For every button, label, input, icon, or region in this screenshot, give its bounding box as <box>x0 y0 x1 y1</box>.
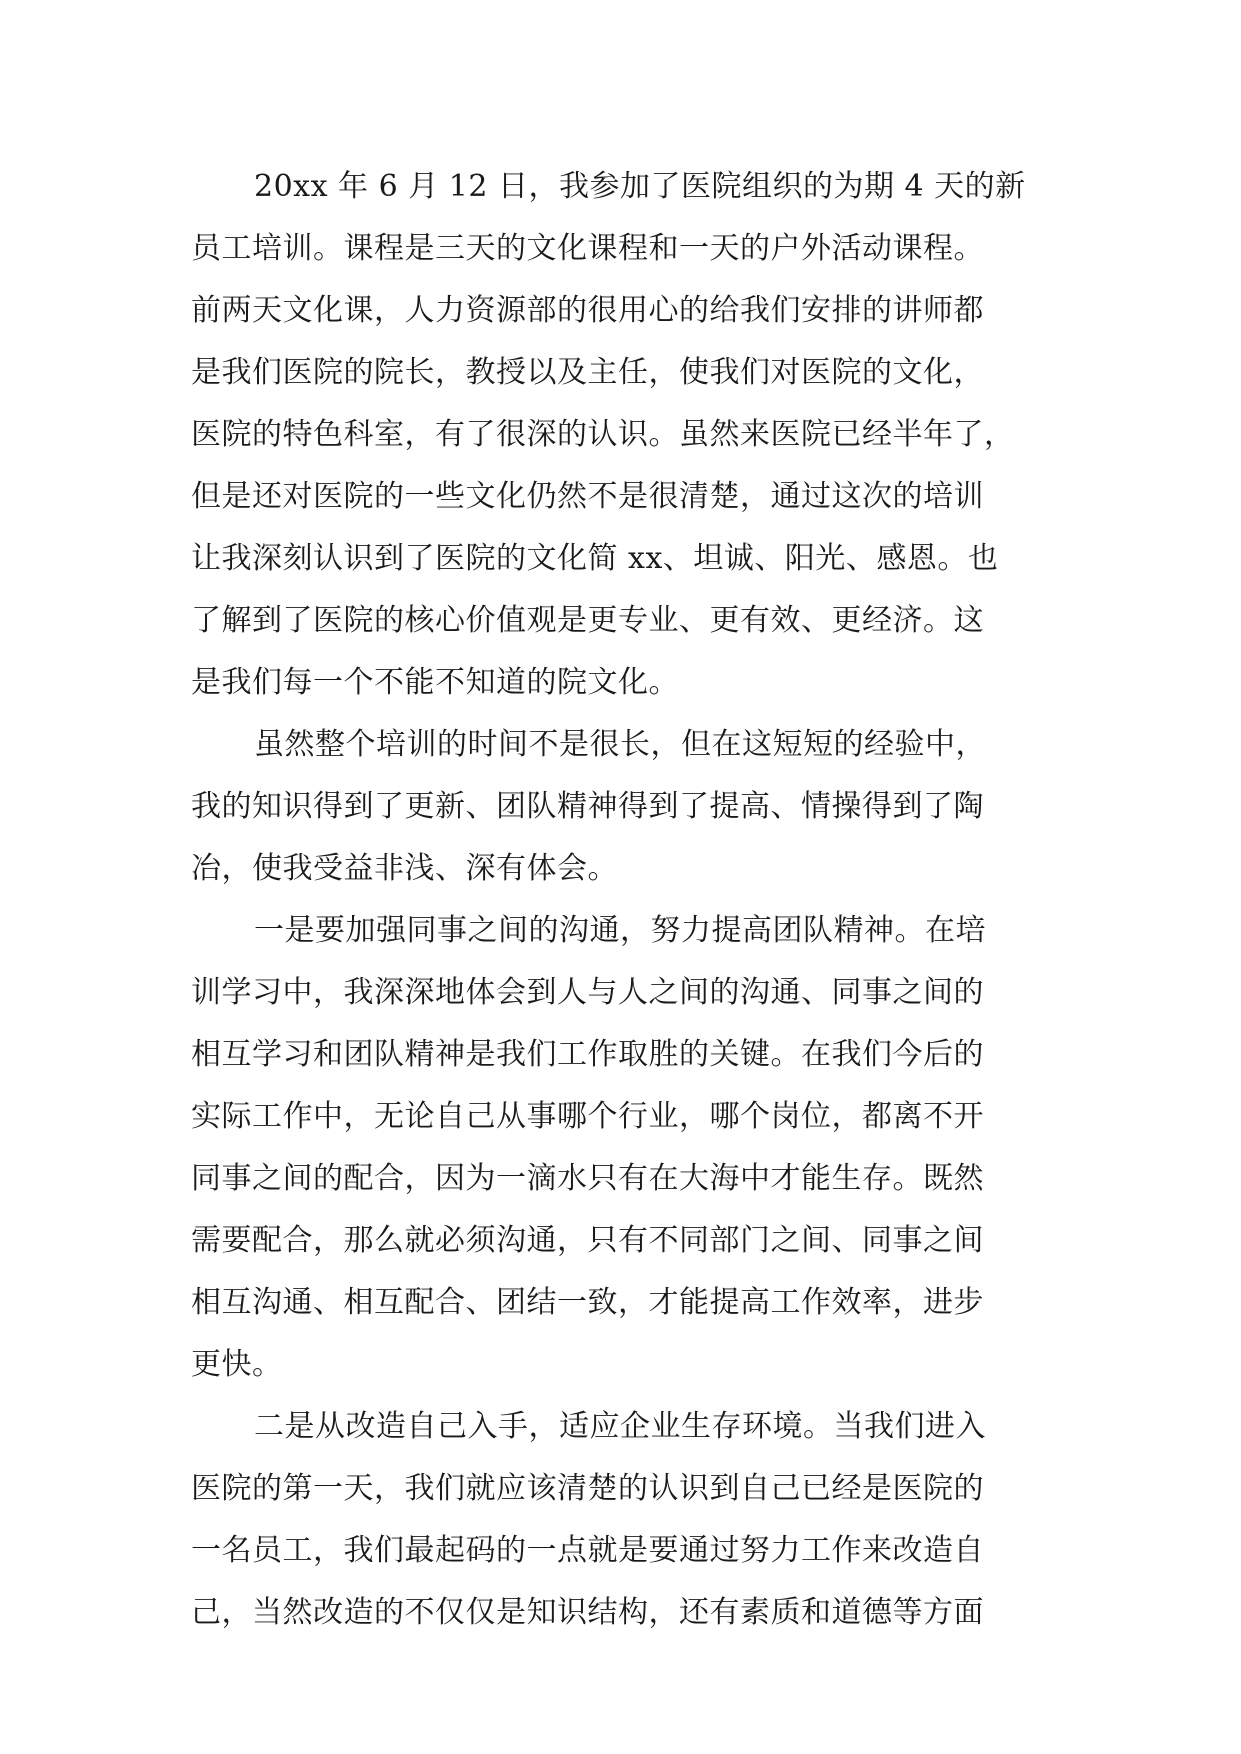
paragraph-training-benefits <box>191 714 1051 900</box>
text-line: 但是还对医院的一些文化仍然不是很清楚，通过这次的培训 <box>191 479 984 514</box>
text-line: 更快。 <box>191 1347 283 1382</box>
text-line: 相互沟通、相互配合、团结一致，才能提高工作效率，进步 <box>191 1285 984 1320</box>
text-line: 需要配合，那么就必须沟通，只有不同部门之间、同事之间 <box>191 1223 984 1258</box>
text-line: 员工培训。课程是三天的文化课程和一天的户外活动课程。 <box>191 231 984 266</box>
text-line: 是我们每一个不能不知道的院文化。 <box>191 665 679 700</box>
text-line: 医院的第一天，我们就应该清楚的认识到自己已经是医院的 <box>191 1471 984 1506</box>
text-line: 让我深刻认识到了医院的文化简 xx、坦诚、阳光、感恩。也 <box>191 541 999 576</box>
text-line: 一名员工，我们最起码的一点就是要通过努力工作来改造自 <box>191 1533 984 1568</box>
text-line: 前两天文化课，人力资源部的很用心的给我们安排的讲师都 <box>191 293 984 328</box>
text-line: 20xx 年 6 月 12 日，我参加了医院组织的为期 4 天的新 <box>254 169 1026 204</box>
paragraph-training-overview <box>191 156 1051 714</box>
text-line: 了解到了医院的核心价值观是更专业、更有效、更经济。这 <box>191 603 984 638</box>
text-line: 一是要加强同事之间的沟通，努力提高团队精神。在培 <box>254 913 986 948</box>
document-body <box>191 156 1051 1644</box>
text-line: 我的知识得到了更新、团队精神得到了提高、情操得到了陶 <box>191 789 984 824</box>
paragraph-point-two <box>191 1396 1051 1644</box>
text-line: 同事之间的配合，因为一滴水只有在大海中才能生存。既然 <box>191 1161 984 1196</box>
text-line: 虽然整个培训的时间不是很长，但在这短短的经验中， <box>254 727 986 762</box>
paragraph-point-one <box>191 900 1051 1396</box>
text-line: 相互学习和团队精神是我们工作取胜的关键。在我们今后的 <box>191 1037 984 1072</box>
text-line: 实际工作中，无论自己从事哪个行业，哪个岗位，都离不开 <box>191 1099 984 1134</box>
text-line: 医院的特色科室，有了很深的认识。虽然来医院已经半年了， <box>191 417 1015 452</box>
text-line: 训学习中，我深深地体会到人与人之间的沟通、同事之间的 <box>191 975 984 1010</box>
text-line: 是我们医院的院长，教授以及主任，使我们对医院的文化， <box>191 355 984 390</box>
text-line: 己，当然改造的不仅仅是知识结构，还有素质和道德等方面 <box>191 1595 984 1630</box>
text-line: 冶，使我受益非浅、深有体会。 <box>191 851 618 886</box>
text-line: 二是从改造自己入手，适应企业生存环境。当我们进入 <box>254 1409 986 1444</box>
